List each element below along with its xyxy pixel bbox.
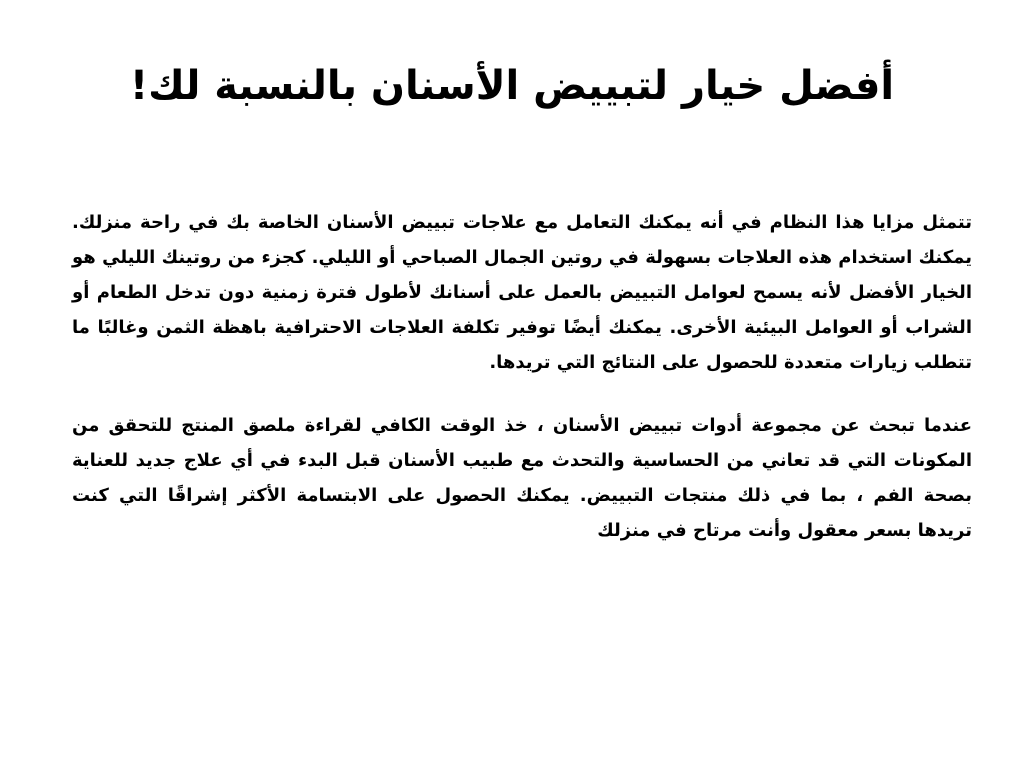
slide-body [72,205,972,576]
slide-title: أفضل خيار لتبييض الأسنان بالنسبة لك! [129,63,895,109]
paragraph-advice: عندما تبحث عن مجموعة أدوات تبييض الأسنان ، خذ الوقت الكافي لقراءة ملصق المنتج للتحقق من المكونات التي قد تعاني من الحساسية والتحدث مع طبيب الأسنان قبل البدء في أي علاج جديد للعناية بصحة الفم ، بما في ذلك منتجات التبييض. يمكنك الحصول على الابتسامة الأكثر إشراقًا التي كنت تريدها بسعر معقول وأنت مرتاح في منزلك [72,415,972,541]
paragraph-benefits: تتمثل مزايا هذا النظام في أنه يمكنك التعامل مع علاجات تبييض الأسنان الخاصة بك في راحة منزلك. يمكنك استخدام هذه العلاجات بسهولة في روتين الجمال الصباحي أو الليلي. كجزء من روتينك الليلي هو الخيار الأفضل لأنه يسمح لعوامل التبييض بالعمل على أسنانك لأطول فترة زمنية دون تدخل الطعام أو الشراب أو العوامل البيئية الأخرى. يمكنك أيضًا توفير تكلفة العلاجات الاحترافية باهظة الثمن وغالبًا ما تتطلب زيارات متعددة للحصول على النتائج التي تريدها. [72,212,972,373]
